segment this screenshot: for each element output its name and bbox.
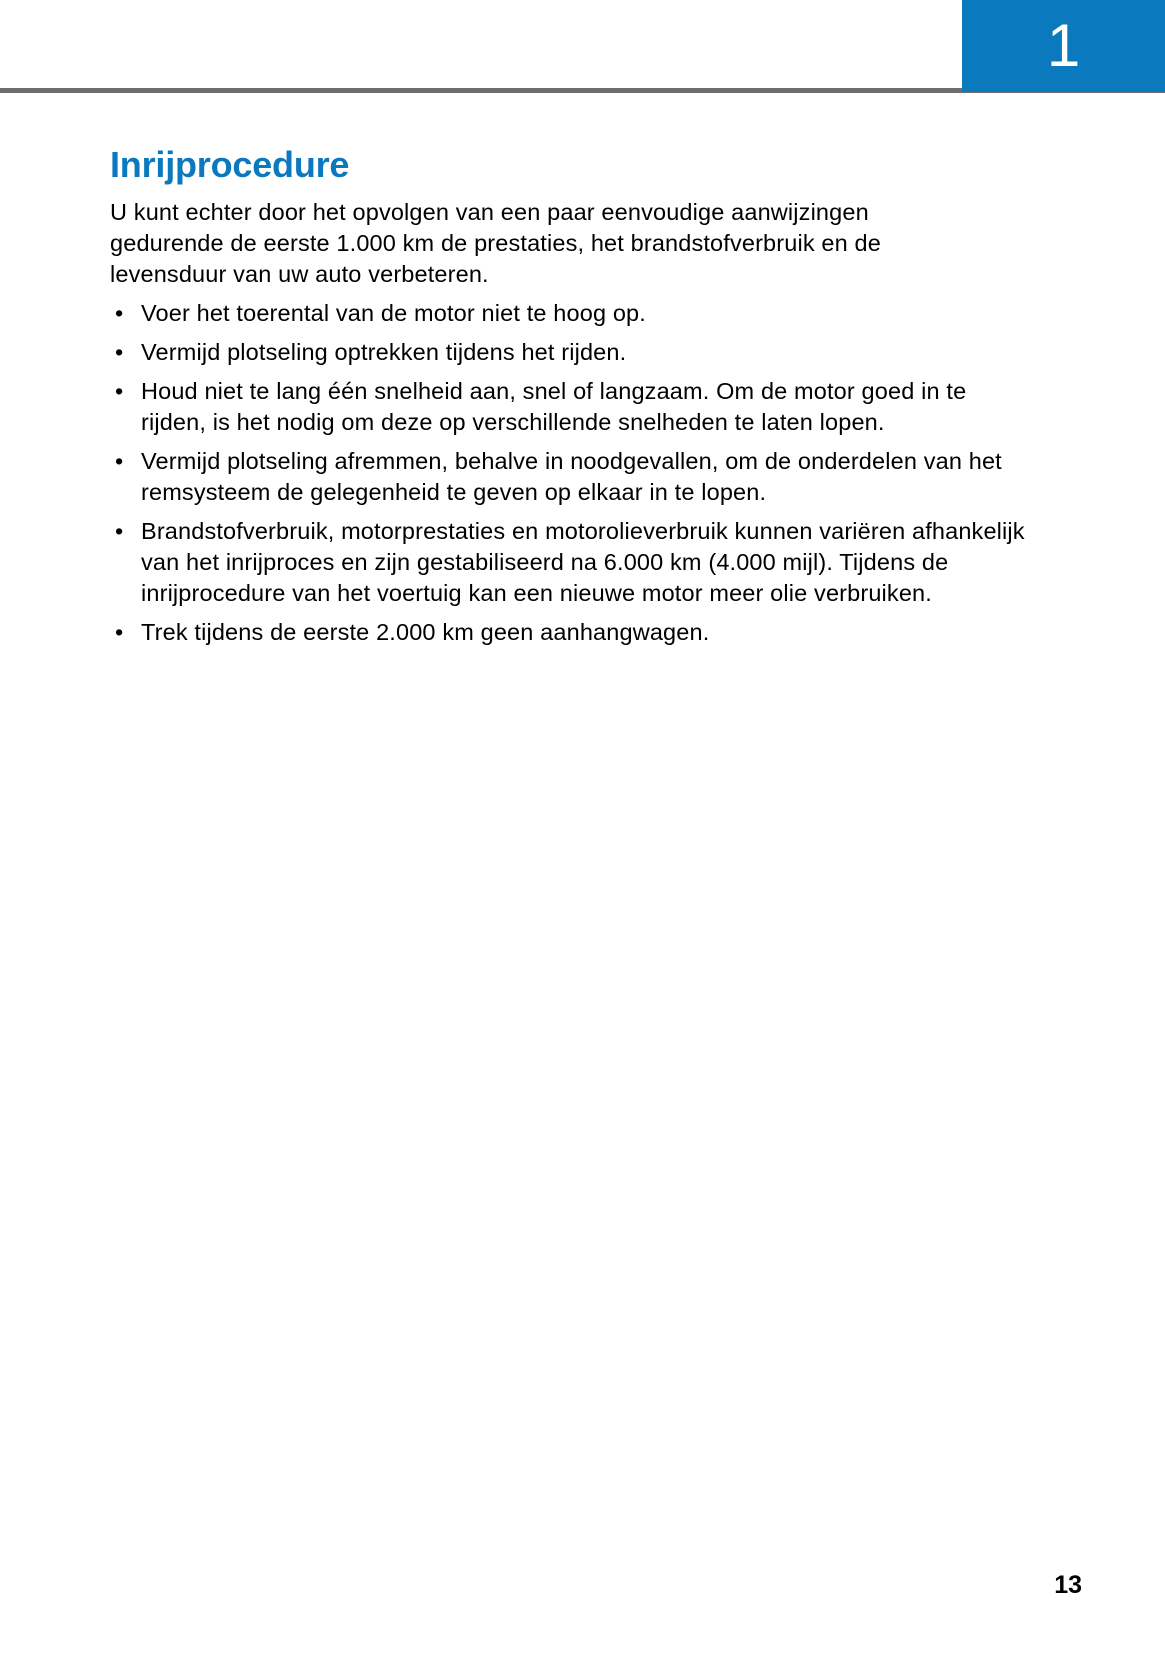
list-item-text: Vermijd plotseling afremmen, behalve in noodgevallen, om de onderdelen van het remsysteem de gelegenheid te geven op elkaar in te lopen. — [141, 448, 1002, 505]
bullet-icon: • — [115, 518, 124, 544]
intro-paragraph: U kunt echter door het opvolgen van een paar eenvoudige aanwijzingen gedurende de eerste 1.000 km de prestaties, het brandstofverbruik en de levensduur van uw auto verbeteren. — [110, 199, 881, 287]
page-title: Inrijprocedure — [110, 144, 350, 185]
instruction-list — [110, 298, 1035, 648]
page-number: 13 — [1054, 1571, 1082, 1599]
page-header — [0, 0, 1165, 97]
list-item-text: Vermijd plotseling optrekken tijdens het rijden. — [141, 339, 627, 365]
chapter-number: 1 — [1046, 12, 1081, 79]
list-item — [110, 617, 1035, 648]
list-item-text: Houd niet te lang één snelheid aan, snel of langzaam. Om de motor goed in te rijden, is het nodig om deze op verschillende snelheden te laten lopen. — [141, 378, 967, 435]
bullet-icon: • — [115, 378, 124, 404]
list-item-text: Trek tijdens de eerste 2.000 km geen aanhangwagen. — [141, 619, 710, 645]
list-item-text: Voer het toerental van de motor niet te hoog op. — [141, 300, 646, 326]
list-item-text: Brandstofverbruik, motorprestaties en motorolieverbruik kunnen variëren afhankelijk van het inrijproces en zijn gestabiliseerd na 6.000 km (4.000 mijl). Tijdens de inrijprocedure van het voertuig kan een nieuwe motor meer olie verbruiken. — [141, 518, 1025, 606]
bullet-icon: • — [115, 339, 124, 365]
page-footer — [0, 1543, 1165, 1653]
chapter-tab — [962, 0, 1165, 92]
list-item — [110, 376, 1035, 438]
bullet-icon: • — [115, 619, 124, 645]
page-content — [110, 143, 1035, 656]
list-item — [110, 298, 1035, 329]
list-item — [110, 516, 1035, 609]
bullet-icon: • — [115, 448, 124, 474]
list-item — [110, 337, 1035, 368]
list-item — [110, 446, 1035, 508]
bullet-icon: • — [115, 300, 124, 326]
